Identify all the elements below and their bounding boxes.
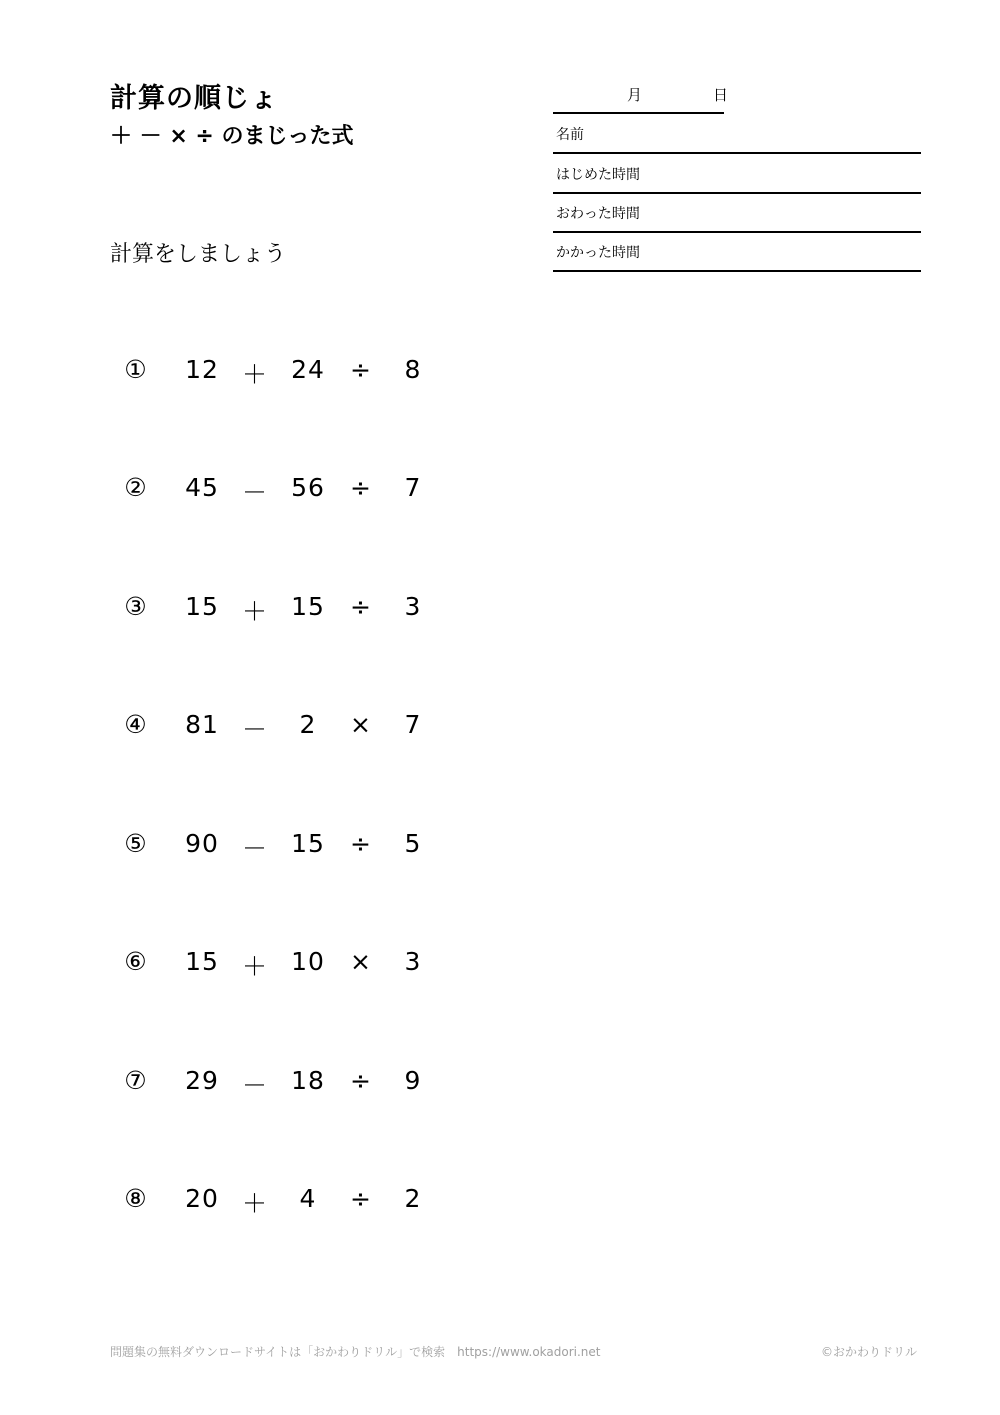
operand-a: 90 [185, 829, 219, 858]
operator-2: ÷ [350, 829, 372, 858]
problem-number: ② [124, 473, 148, 502]
problem-item [0, 473, 500, 513]
operator-1: ＋ [241, 360, 268, 389]
problem-number: ⑧ [124, 1184, 148, 1213]
problem-number: ① [124, 355, 148, 384]
operand-c: 7 [404, 473, 422, 502]
operand-a: 29 [185, 1066, 219, 1095]
operator-1: － [241, 715, 268, 744]
problem-number: ⑦ [124, 1066, 148, 1095]
operator-1: ＋ [241, 952, 268, 981]
problem-item [0, 947, 500, 987]
operand-a: 15 [185, 592, 219, 621]
elapsed-time-field[interactable] [553, 232, 921, 272]
problem-number: ⑥ [124, 947, 148, 976]
operand-c: 7 [404, 710, 422, 739]
page-subtitle: ＋ － × ÷ のまじった式 [110, 124, 354, 149]
operand-b: 10 [291, 947, 325, 976]
operand-a: 12 [185, 355, 219, 384]
problem-number: ③ [124, 592, 148, 621]
operand-b: 15 [291, 592, 325, 621]
operand-a: 15 [185, 947, 219, 976]
operand-b: 24 [291, 355, 325, 384]
day-label: 日 [713, 86, 729, 104]
problem-item [0, 355, 500, 395]
operand-a: 20 [185, 1184, 219, 1213]
problem-item [0, 1184, 500, 1224]
operator-2: ÷ [350, 592, 372, 621]
operand-c: 3 [404, 947, 422, 976]
operand-b: 18 [291, 1066, 325, 1095]
problem-number: ⑤ [124, 829, 148, 858]
page-title: 計算の順じょ [110, 83, 278, 114]
operator-2: ÷ [350, 1184, 372, 1213]
name-label: 名前 [556, 127, 584, 143]
footer-site-text: 問題集の無料ダウンロードサイトは「おかわりドリル」で検索 https://www.okadori.net [110, 1345, 601, 1359]
problem-item [0, 592, 500, 632]
elapsed-time-label: かかった時間 [556, 245, 640, 261]
problem-item [0, 710, 500, 750]
operand-c: 3 [404, 592, 422, 621]
operand-b: 2 [299, 710, 317, 739]
start-time-label: はじめた時間 [556, 167, 640, 183]
problem-item [0, 1066, 500, 1106]
operand-b: 56 [291, 473, 325, 502]
start-time-field[interactable] [553, 154, 921, 194]
name-field[interactable] [553, 114, 921, 154]
operand-c: 5 [404, 829, 422, 858]
operand-c: 9 [404, 1066, 422, 1095]
operand-a: 81 [185, 710, 219, 739]
operator-1: － [241, 834, 268, 863]
problem-item [0, 829, 500, 869]
end-time-label: おわった時間 [556, 206, 640, 222]
operand-c: 2 [404, 1184, 422, 1213]
operator-1: ＋ [241, 1189, 268, 1218]
date-field[interactable] [553, 84, 729, 114]
operator-2: × [350, 710, 372, 739]
month-label: 月 [627, 86, 643, 104]
operator-2: ÷ [350, 355, 372, 384]
instruction-text: 計算をしましょう [110, 242, 287, 267]
operand-b: 4 [299, 1184, 317, 1213]
operand-a: 45 [185, 473, 219, 502]
operator-2: ÷ [350, 1066, 372, 1095]
operator-1: － [241, 1071, 268, 1100]
end-time-field[interactable] [553, 193, 921, 233]
footer-copyright: ©おかわりドリル [820, 1345, 917, 1359]
operand-b: 15 [291, 829, 325, 858]
operator-2: ÷ [350, 473, 372, 502]
operator-2: × [350, 947, 372, 976]
problem-number: ④ [124, 710, 148, 739]
operator-1: － [241, 478, 268, 507]
operator-1: ＋ [241, 597, 268, 626]
operand-c: 8 [404, 355, 422, 384]
